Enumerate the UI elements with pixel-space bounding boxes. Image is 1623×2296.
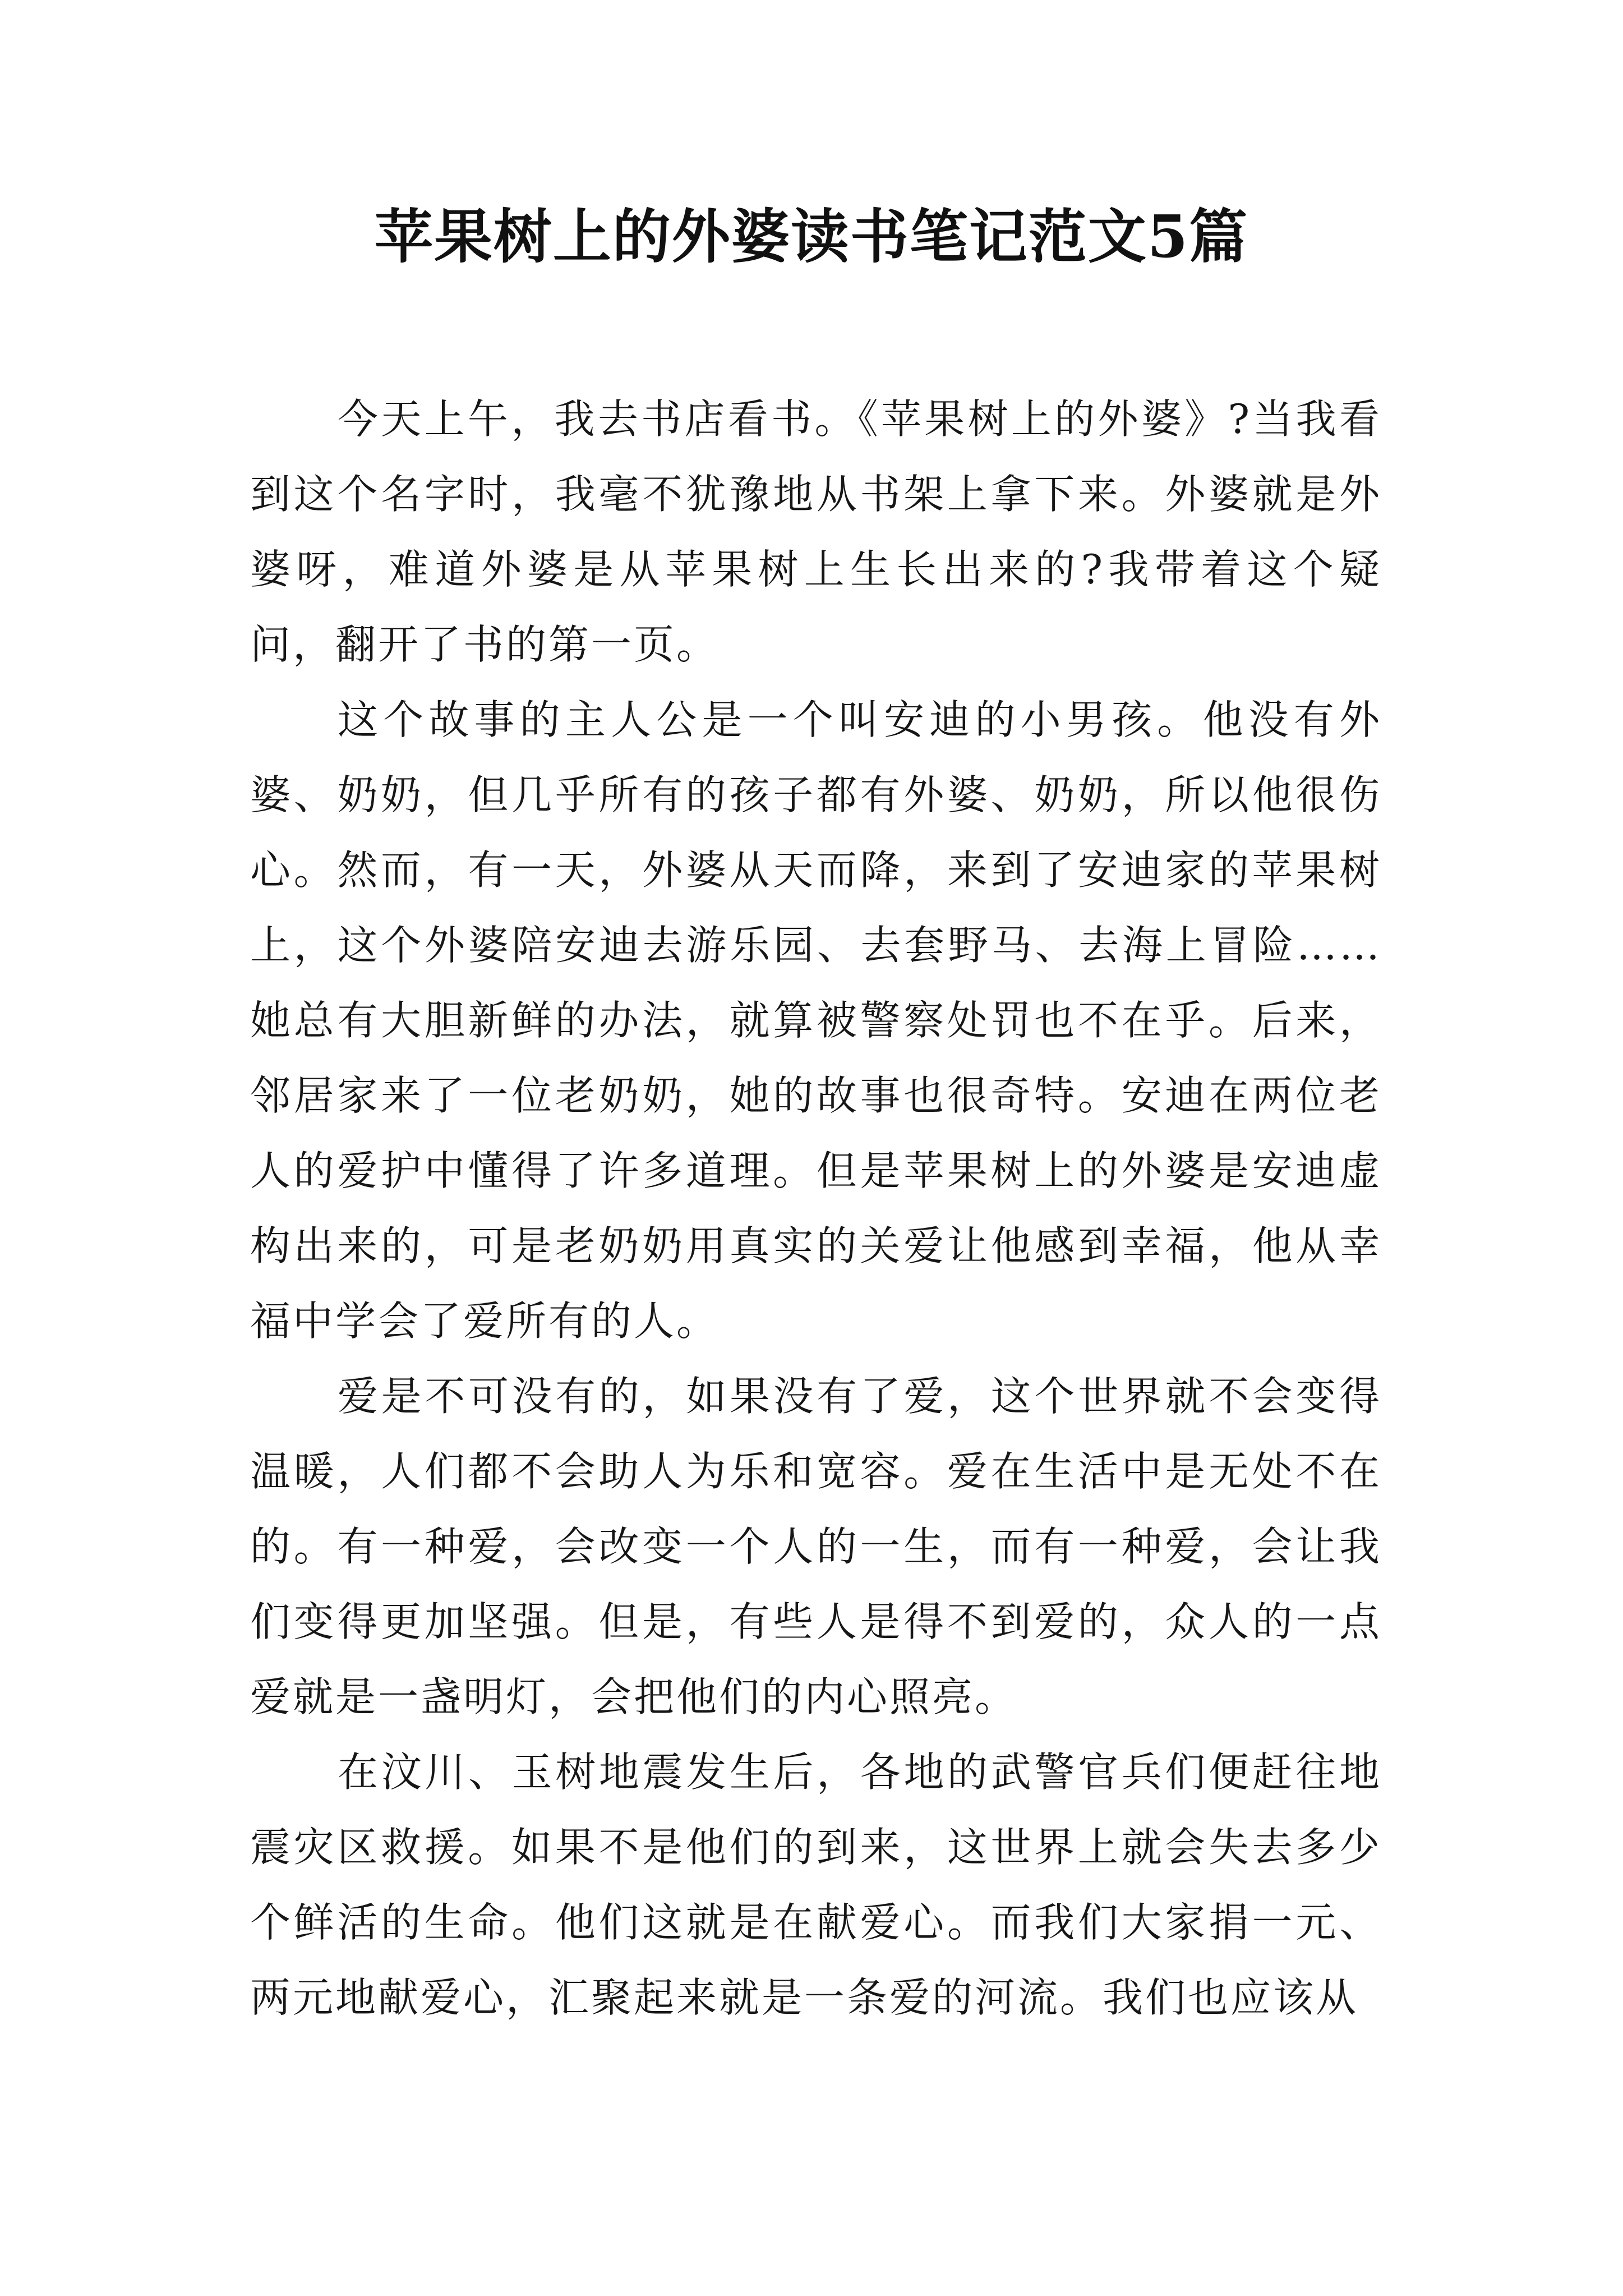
paragraph-2: 这个故事的主人公是一个叫安迪的小男孩。他没有外婆、奶奶，但几乎所有的孩子都有外婆、奶奶，所以他很伤心。然而，有一天，外婆从天而降，来到了安迪家的苹果树上，这个外婆陪安迪去游乐园、去套野马、去海上冒险……她总有大胆新鲜的办法，就算被警察处罚也不在乎。后来，邻居家来了一位老奶奶，她的故事也很奇特。安迪在两位老人的爱护中懂得了许多道理。但是苹果树上的外婆是安迪虚构出来的，可是老奶奶用真实的关爱让他感到幸福，他从幸福中学会了爱所有的人。 (250, 696, 1382, 1345)
paragraph-1: 今天上午，我去书店看书。《苹果树上的外婆》?当我看到这个名字时，我毫不犹豫地从书架上拿下来。外婆就是外婆呀，难道外婆是从苹果树上生长出来的?我带着这个疑问，翻开了书的第一页。 (250, 395, 1382, 668)
paragraph-4: 在汶川、玉树地震发生后，各地的武警官兵们便赶往地震灾区救援。如果不是他们的到来，这世界上就会失去多少个鲜活的生命。他们这就是在献爱心。而我们大家捐一元、两元地献爱心，汇聚起来就是一条爱的河流。我们也应该从 (250, 1749, 1382, 2021)
paragraph-3: 爱是不可没有的，如果没有了爱，这个世界就不会变得温暖，人们都不会助人为乐和宽容。爱在生活中是无处不在的。有一种爱，会改变一个人的一生，而有一种爱，会让我们变得更加坚强。但是，有些人是得不到爱的，众人的一点爱就是一盏明灯，会把他们的内心照亮。 (250, 1373, 1382, 1720)
document-title: 苹果树上的外婆读书笔记范文5篇 (374, 202, 1249, 271)
document-body (250, 381, 1382, 2035)
